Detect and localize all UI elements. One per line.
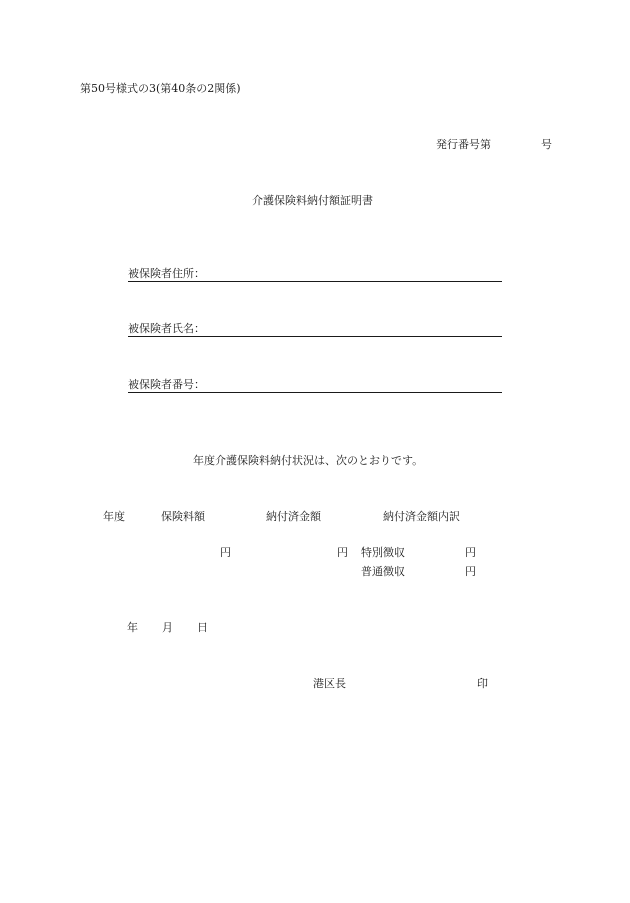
- issue-number-prefix: 発行番号第: [436, 138, 491, 151]
- name-label: 被保険者氏名：: [128, 322, 205, 335]
- document-title: 介護保険料納付額証明書: [252, 194, 373, 207]
- regular-collection-label: 普通徴収: [361, 565, 405, 578]
- name-field: [128, 322, 502, 337]
- special-collection-yen: 円: [465, 546, 476, 559]
- regular-collection-yen: 円: [465, 565, 476, 578]
- form-identifier: 第50号様式の3(第40条の2関係): [80, 82, 241, 95]
- insured-number-field: [128, 378, 502, 393]
- date-year: 年: [127, 621, 138, 634]
- paid-yen: 円: [337, 546, 348, 559]
- premium-yen: 円: [220, 546, 231, 559]
- header-premium: 保険料額: [161, 510, 205, 523]
- status-statement: 年度介護保険料納付状況は、次のとおりです。: [193, 454, 424, 467]
- header-breakdown: 納付済金額内訳: [383, 510, 460, 523]
- special-collection-label: 特別徴収: [361, 546, 405, 559]
- issuer-title: 港区長: [313, 677, 346, 690]
- seal-mark: 印: [477, 677, 488, 690]
- date-month: 月: [162, 621, 173, 634]
- header-paid: 納付済金額: [266, 510, 321, 523]
- header-year: 年度: [103, 510, 125, 523]
- address-field: [128, 267, 502, 282]
- date-day: 日: [197, 621, 208, 634]
- issue-number-suffix: 号: [541, 138, 552, 151]
- insured-number-label: 被保険者番号：: [128, 378, 205, 391]
- address-label: 被保険者住所：: [128, 267, 205, 280]
